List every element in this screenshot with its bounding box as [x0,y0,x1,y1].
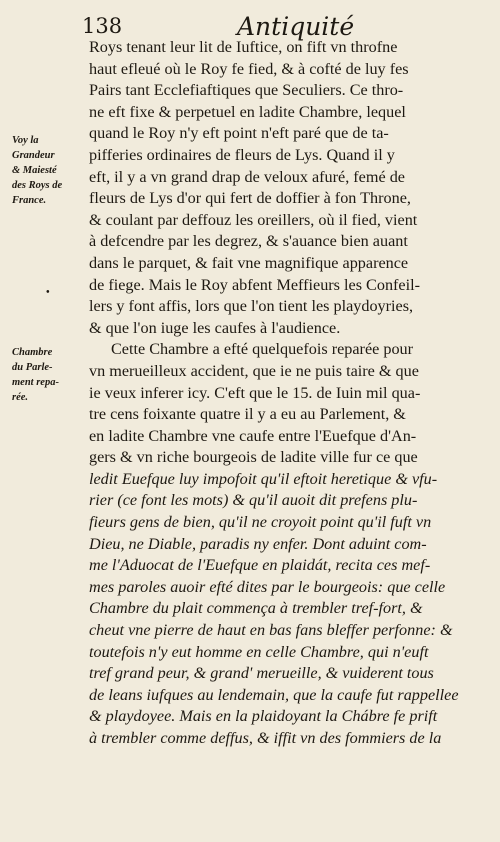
body-text [89,37,472,750]
text-line: cheut vne pierre de haut en bas fans bleffer perfonne: & [89,621,453,640]
text-line: Dieu, ne Diable, paradis ny enfer. Dont aduint com- [89,534,427,553]
text-line: me l'Aduocat de l'Euefque en plaidát, recita ces mef- [89,556,431,575]
margin-note-chambre [12,345,82,405]
text-line: & que l'on iuge les caufes à l'audience. [89,318,341,337]
text-line: de leans iufques au lendemain, que la caufe fut rappellee [89,685,459,704]
text-line: fieurs gens de bien, qu'il ne croyoit point qu'il fuft vn [89,513,432,532]
text-line: à trembler comme deffus, & iffit vn des fommiers de la [89,729,442,747]
text-line: Cette Chambre a efté quelquefois reparée pour [111,340,414,359]
margin-note-line: des Roys de [12,180,63,191]
text-line: vn merueilleux accident, que ie ne puis taire & que [89,361,419,380]
margin-note-line: France. [12,195,47,206]
text-line: à defcendre par les degrez, & s'auance bien auant [89,232,408,251]
text-line: ie veux inferer icy. C'eft que le 15. de Iuin mil qua- [89,383,421,402]
text-line: ledit Euefque luy impofoit qu'il eftoit heretique & vfu- [89,469,438,488]
margin-note-line: du Parle- [12,362,53,373]
margin-note-line: Voy la [12,135,39,146]
text-line: quand le Roy n'y eft point n'eft paré que de ta- [89,124,389,143]
running-title: Antiquité [237,12,355,41]
text-line: en ladite Chambre vne caufe entre l'Euefque d'An- [89,426,417,445]
text-line: & coulant par deffouz les oreillers, où il fied, vient [89,210,418,229]
text-line: Roys tenant leur lit de Iuftice, on fift vn throfne [89,38,398,56]
text-line: tref grand peur, & grand' merueille, & vuiderent tous [89,664,434,683]
text-line: ne eft fixe & perpetuel en ladite Chambre, lequel [89,102,406,121]
text-line: rier (ce font les mots) & qu'il auoit dit prefens plu- [89,491,418,510]
margin-bullet-mark: • [46,287,50,298]
page-number: 138 [82,14,123,38]
text-line: Pairs tant Ecclefiaftiques que Seculiers. Ce thro- [89,81,404,100]
text-line: fleurs de Lys d'or qui fert de doffier à fon Throne, [89,189,411,208]
text-line: lers y font affis, lors que l'on tient les playdoyries, [89,297,414,316]
text-line: toutefois n'y eut homme en celle Chambre, qui n'euft [89,642,429,661]
text-line: mes paroles auoir efté dites par le bourgeois: que celle [89,577,446,596]
margin-note-grandeur [12,133,82,208]
text-line: de fiege. Mais le Roy abfent Meffieurs les Confeil- [89,275,420,294]
margin-note-line: rée. [12,392,29,403]
text-line: Chambre du plait commença à trembler tref-fort, & [89,599,423,618]
margin-note-line: ment repa- [12,377,59,388]
text-line: & playdoyee. Mais en la plaidoyant la Chábre fe prift [89,707,438,726]
text-line: haut efleué où le Roy fe fied, & à cofté de luy fes [89,59,409,78]
text-line: dans le parquet, & fait vne magnifique apparence [89,253,409,272]
text-line: gers & vn riche bourgeois de ladite ville fur ce que [89,448,418,467]
text-line: eft, il y a vn grand drap de veloux afuré, femé de [89,167,405,186]
margin-note-line: & Maiesté [12,165,57,176]
margin-note-line: Chambre [12,347,53,358]
text-line: tre cens foixante quatre il y a eu au Parlement, & [89,405,406,424]
margin-note-line: Grandeur [12,150,55,161]
text-line: pifferies ordinaires de fleurs de Lys. Quand il y [89,145,395,164]
